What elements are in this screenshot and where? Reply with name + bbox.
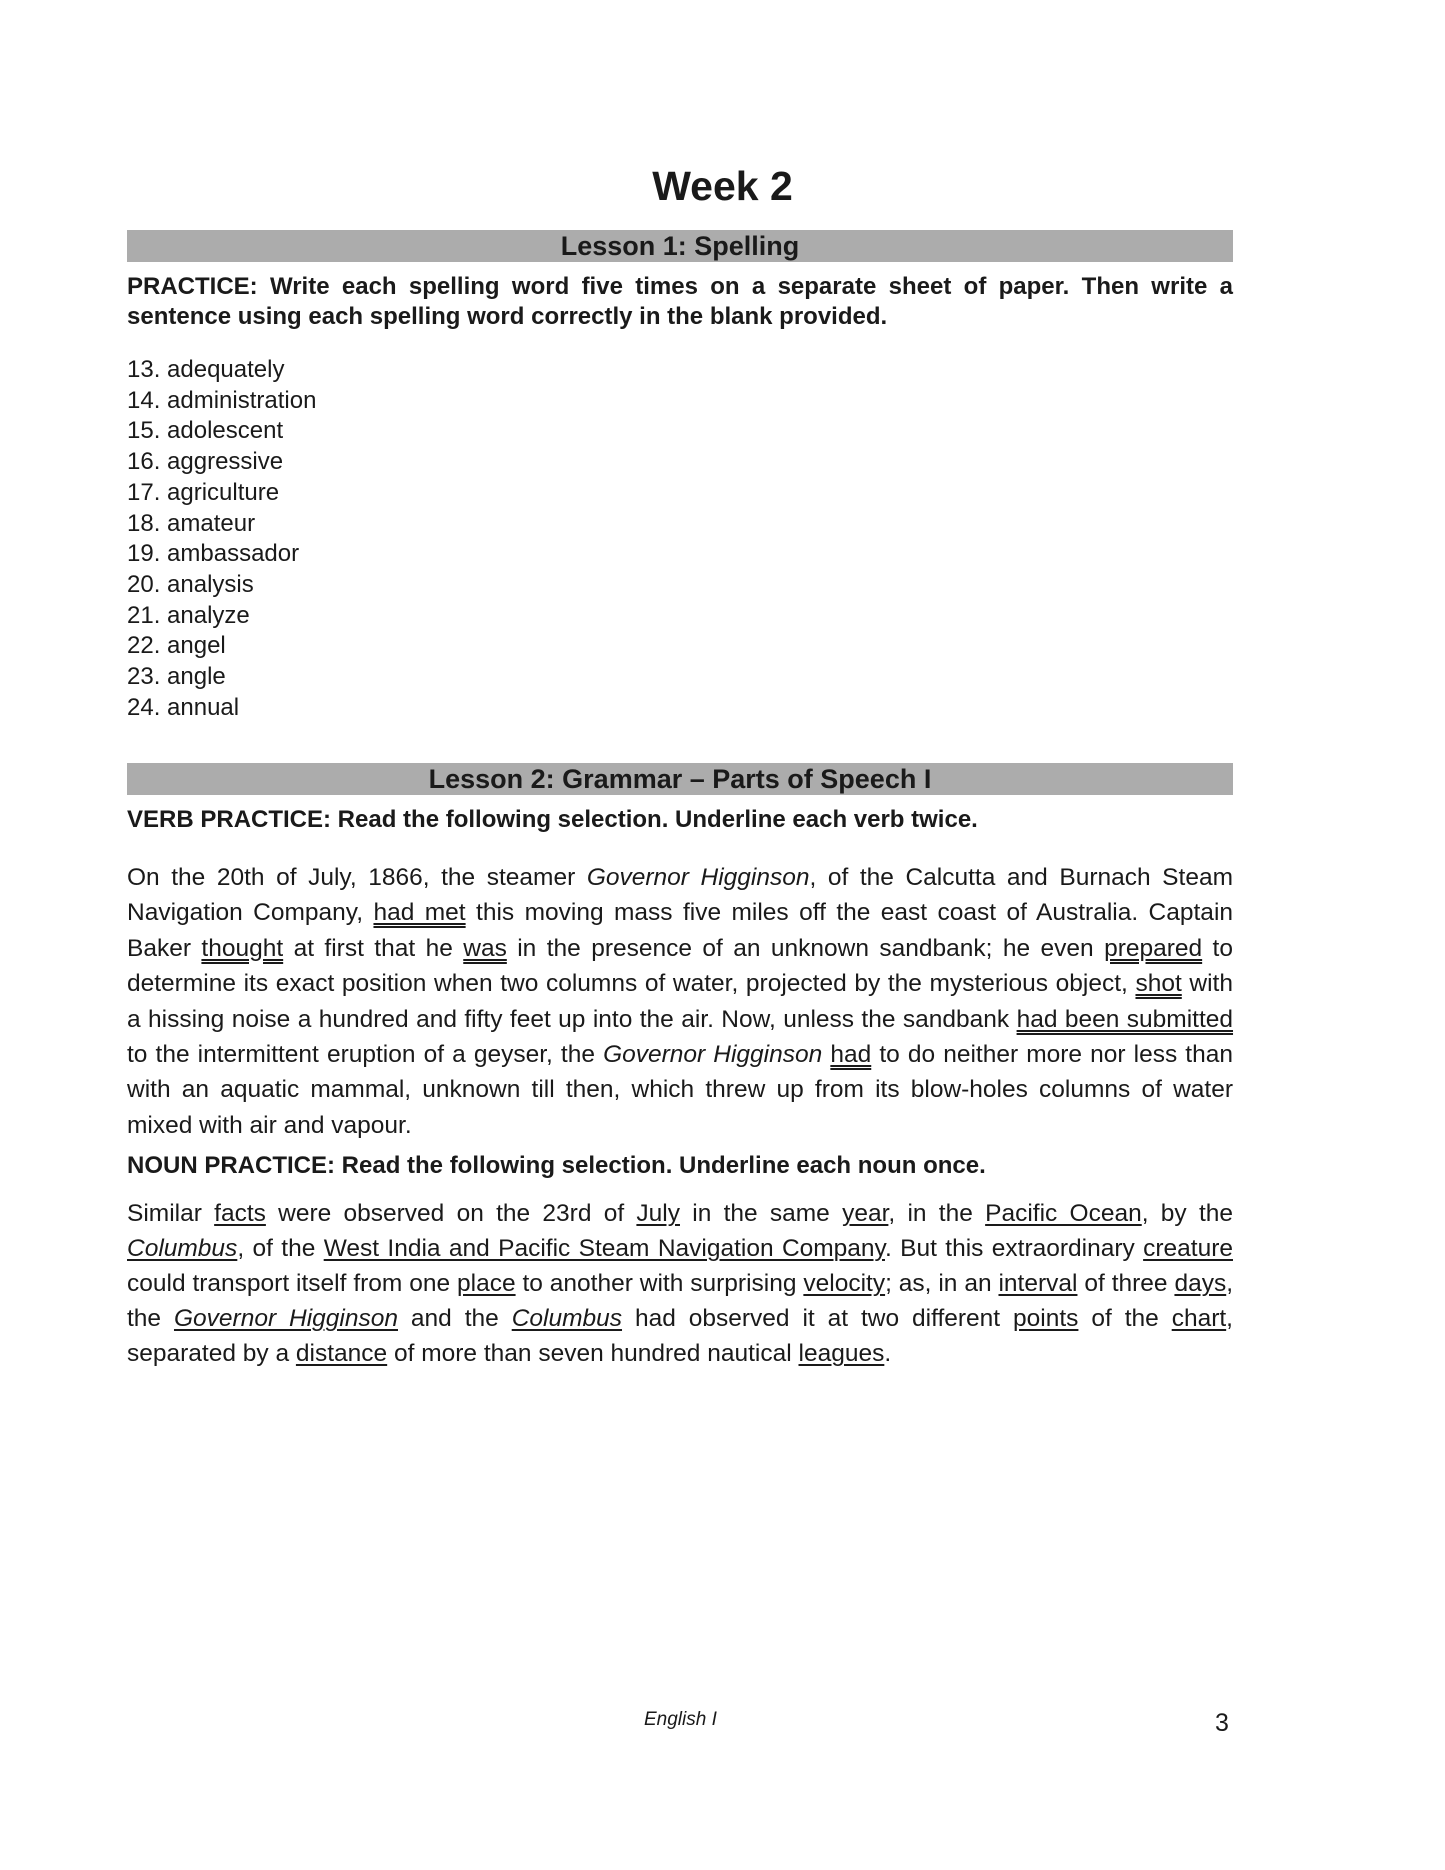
underlined-noun: days xyxy=(1174,1270,1227,1297)
underlined-verb: had met xyxy=(373,899,466,927)
underlined-noun: Governor Higginson xyxy=(173,1305,398,1332)
page-title: Week 2 xyxy=(652,163,793,209)
lesson-2-heading: Lesson 2: Grammar – Parts of Speech I xyxy=(127,763,1233,795)
underlined-verb: had xyxy=(830,1041,872,1069)
underlined-verb: thought xyxy=(201,934,284,962)
passage-text: On the 20th of July, 1866, the steamer xyxy=(127,864,587,891)
spelling-word-list xyxy=(127,355,316,723)
passage-text: with a hissing noise a hundred and fifty feet up into the air. Now, unless the sandbank xyxy=(127,970,1233,1033)
passage-text: and the xyxy=(398,1305,512,1332)
spelling-word: 20. analysis xyxy=(127,570,254,598)
passage-text: , by the xyxy=(1141,1200,1234,1227)
passage-text: to determine its exact position when two columns of water, projected by the mysterious object, xyxy=(127,934,1233,998)
underlined-noun: creature xyxy=(1143,1235,1233,1262)
underlined-noun: leagues xyxy=(798,1340,885,1367)
passage-text: to do neither more nor less than with an aquatic mammal, unknown till then, which threw up from its blow-holes columns of water mixed with air and vapour. xyxy=(127,1041,1233,1139)
underlined-verb: had been submitted xyxy=(1016,1005,1234,1033)
underlined-noun: chart xyxy=(1171,1305,1227,1332)
ship-name: Governor Higginson xyxy=(603,1041,823,1069)
spelling-word: 16. aggressive xyxy=(127,448,284,476)
passage-text: were observed on the 23rd of xyxy=(265,1200,637,1227)
ship-name: Governor Higginson xyxy=(586,864,810,891)
spelling-word: 17. agriculture xyxy=(127,478,280,506)
underlined-noun: Pacific Ocean xyxy=(985,1200,1142,1227)
underlined-noun: West India and Pacific Steam Navigation Company xyxy=(323,1235,885,1262)
underlined-verb: shot xyxy=(1135,970,1182,998)
noun-practice-instructions: NOUN PRACTICE: Read the following selection. Underline each noun once. xyxy=(127,1152,986,1179)
passage-text: could transport itself from one xyxy=(127,1270,457,1297)
noun-practice-passage xyxy=(127,1196,1233,1371)
lesson-1-heading: Lesson 1: Spelling xyxy=(127,230,1233,262)
passage-text: . xyxy=(884,1340,892,1367)
passage-text: , separated by a xyxy=(127,1305,1233,1367)
underlined-noun: facts xyxy=(214,1200,266,1227)
passage-text: , in the xyxy=(888,1200,986,1227)
passage-text: in the same xyxy=(679,1200,843,1227)
passage-text: of three xyxy=(1077,1270,1175,1297)
passage-text: in the presence of an unknown sandbank; he even xyxy=(506,934,1105,962)
passage-text: of the xyxy=(1078,1305,1172,1332)
underlined-noun: place xyxy=(457,1270,516,1297)
spelling-word: 19. ambassador xyxy=(127,540,300,568)
passage-text: , of the Calcutta and Burnach Steam Navigation Company, xyxy=(127,864,1233,927)
spelling-word: 18. amateur xyxy=(127,509,256,537)
passage-text: , of the xyxy=(237,1235,324,1262)
underlined-verb: prepared xyxy=(1104,934,1203,962)
spelling-word: 13. adequately xyxy=(127,356,285,383)
underlined-noun: year xyxy=(842,1200,889,1227)
underlined-verb: was xyxy=(463,934,507,962)
verb-practice-instructions: VERB PRACTICE: Read the following selection. Underline each verb twice. xyxy=(127,806,978,833)
underlined-noun: interval xyxy=(998,1270,1078,1297)
underlined-noun: points xyxy=(1013,1305,1079,1332)
passage-text: ; as, in an xyxy=(885,1270,999,1297)
passage-text: to another with surprising xyxy=(515,1270,804,1297)
verb-practice-passage xyxy=(127,860,1233,1143)
underlined-noun: distance xyxy=(295,1340,388,1367)
passage-text: Similar xyxy=(127,1200,215,1227)
spelling-word: 22. angel xyxy=(127,632,226,660)
underlined-noun: July xyxy=(636,1200,680,1227)
page-number: 3 xyxy=(1215,1709,1229,1737)
footer-course-title: English I xyxy=(644,1709,717,1730)
passage-text: had observed it at two different xyxy=(622,1305,1014,1332)
passage-text: , the xyxy=(127,1270,1234,1332)
underlined-noun: velocity xyxy=(803,1270,886,1297)
passage-text: . But this extraordinary xyxy=(884,1235,1144,1262)
underlined-noun: Columbus xyxy=(511,1305,623,1332)
passage-text: to the intermittent eruption of a geyser, the xyxy=(127,1041,604,1069)
spelling-word: 14. administration xyxy=(127,386,317,414)
underlined-noun: Columbus xyxy=(127,1235,238,1262)
spelling-word: 23. angle xyxy=(127,663,226,691)
passage-text: of more than seven hundred nautical xyxy=(387,1340,799,1367)
passage-text: this moving mass five miles off the east coast of Australia. Captain Baker xyxy=(127,899,1234,962)
spelling-word: 15. adolescent xyxy=(127,417,284,445)
spelling-instructions: PRACTICE: Write each spelling word five times on a separate sheet of paper. Then write a sentence using each spelling word correctly in the blank provided. xyxy=(127,273,1233,330)
spelling-word: 24. annual xyxy=(127,693,240,721)
spelling-word: 21. analyze xyxy=(127,601,250,629)
passage-text: at first that he xyxy=(283,934,464,962)
